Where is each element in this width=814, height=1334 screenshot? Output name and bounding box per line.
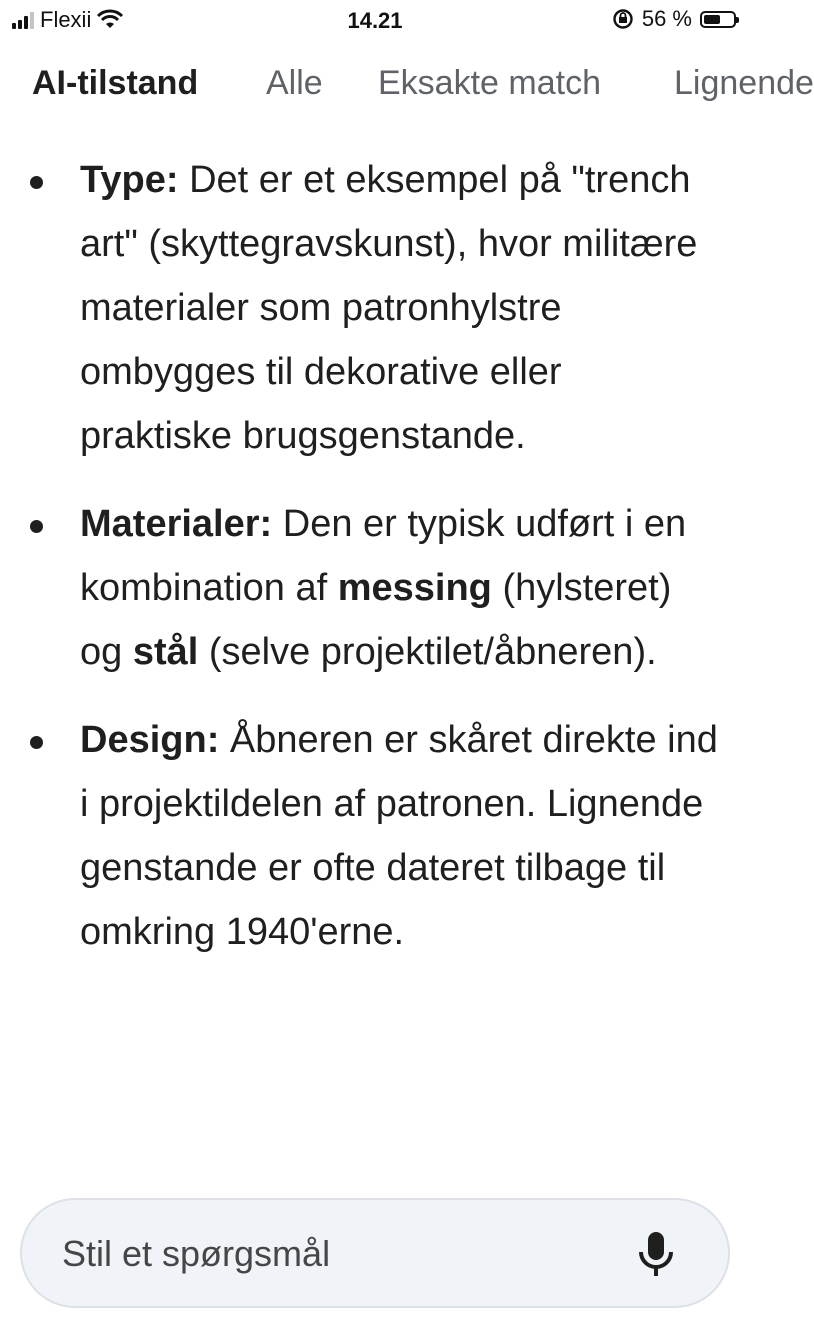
bullet-label: Materialer: [80, 503, 273, 545]
tab-ai-mode[interactable]: AI-tilstand [32, 64, 199, 102]
search-tabs [0, 64, 814, 116]
bullet-materials [0, 492, 750, 684]
microphone-icon[interactable] [636, 1230, 676, 1280]
status-bar [0, 0, 750, 44]
tab-similar[interactable]: Lignende [674, 64, 814, 102]
bullet-type [0, 148, 750, 468]
bullet-text: Åbneren er skåret direkte ind i projektildelen af patronen. Lignende genstande er ofte dateret tilbage til omkring 1940'erne. [80, 719, 718, 953]
bullet-label: Type: [80, 159, 179, 201]
bold-term: messing [337, 567, 492, 609]
tab-exact-match[interactable]: Eksakte match [378, 64, 601, 102]
bullet-dot [30, 176, 43, 189]
bullet-text: Den er typisk udført i en kombination af [80, 503, 687, 609]
bullet-dot [30, 736, 43, 749]
ask-input[interactable] [60, 1200, 624, 1308]
bullet-design [0, 708, 750, 964]
bullet-text: (hylsteret) og [80, 567, 672, 673]
carrier-name: Flexii [40, 7, 92, 32]
bullet-text: (selve projektilet/åbneren). [198, 631, 657, 673]
battery-percent: 56 % [641, 6, 692, 31]
tab-all[interactable]: Alle [266, 64, 323, 102]
status-right [612, 6, 736, 32]
clock: 14.21 [347, 8, 403, 33]
orientation-lock-icon [612, 8, 634, 30]
battery-icon [700, 11, 736, 28]
bold-term: stål [132, 631, 199, 673]
bullet-label: Design: [80, 719, 220, 761]
bullet-dot [30, 520, 43, 533]
ai-answer [0, 148, 750, 988]
ask-bar [20, 1198, 730, 1308]
battery-fill [704, 15, 720, 24]
bullet-text: Det er et eksempel på "trench art" (skyttegravskunst), hvor militære materialer som patronhylstre ombygges til dekorative eller praktiske brugsgenstande. [80, 159, 698, 457]
